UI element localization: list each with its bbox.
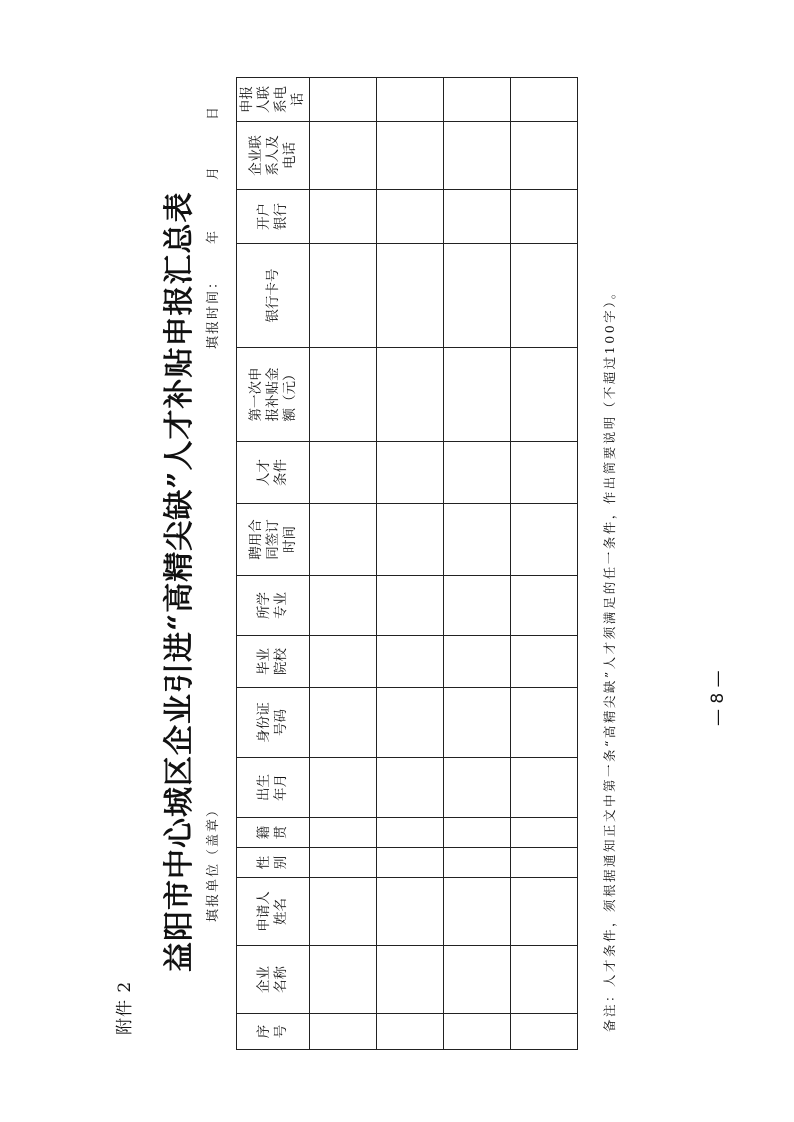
table-cell[interactable] <box>377 244 444 348</box>
table-cell[interactable] <box>310 190 377 244</box>
table-cell[interactable] <box>310 442 377 504</box>
table-row <box>377 78 444 1050</box>
table-cell[interactable] <box>511 190 578 244</box>
table-cell[interactable] <box>511 878 578 946</box>
table-cell[interactable] <box>377 688 444 758</box>
header-bank-card: 银行卡号 <box>237 244 310 348</box>
table-row <box>310 78 377 1050</box>
table-cell[interactable] <box>511 818 578 848</box>
table-cell[interactable] <box>377 946 444 1014</box>
table-cell[interactable] <box>444 122 511 190</box>
table-cell[interactable] <box>444 758 511 818</box>
header-subsidy-amount: 第一次申报补贴金额（元） <box>237 348 310 442</box>
table-cell[interactable] <box>377 190 444 244</box>
table-cell[interactable] <box>511 946 578 1014</box>
table-cell[interactable] <box>444 946 511 1014</box>
table-cell[interactable] <box>310 244 377 348</box>
table-cell[interactable] <box>310 758 377 818</box>
table-cell[interactable] <box>310 1014 377 1050</box>
table-cell[interactable] <box>511 78 578 122</box>
header-major: 所学专业 <box>237 576 310 636</box>
table-cell[interactable] <box>511 442 578 504</box>
header-birth-date: 出生年月 <box>237 758 310 818</box>
header-seq: 序号 <box>237 1014 310 1050</box>
attachment-label: 附件 2 <box>115 980 135 1035</box>
fill-time-month: 月 <box>206 166 221 180</box>
fill-time-label: 填报时间： <box>206 273 221 349</box>
table-cell[interactable] <box>444 244 511 348</box>
header-applicant-name: 申请人姓名 <box>237 878 310 946</box>
table-cell[interactable] <box>310 818 377 848</box>
table-cell[interactable] <box>310 78 377 122</box>
table-cell[interactable] <box>511 576 578 636</box>
table-cell[interactable] <box>377 878 444 946</box>
table-header-row <box>237 78 310 1050</box>
table-row <box>444 78 511 1050</box>
table-cell[interactable] <box>444 504 511 576</box>
header-gender: 性别 <box>237 848 310 878</box>
table-cell[interactable] <box>310 688 377 758</box>
table-cell[interactable] <box>444 190 511 244</box>
table-cell[interactable] <box>511 848 578 878</box>
table-cell[interactable] <box>444 348 511 442</box>
table-cell[interactable] <box>377 576 444 636</box>
fill-time-year: 年 <box>206 230 221 244</box>
table-cell[interactable] <box>444 878 511 946</box>
table-cell[interactable] <box>444 688 511 758</box>
table-cell[interactable] <box>511 1014 578 1050</box>
table-cell[interactable] <box>444 576 511 636</box>
table-cell[interactable] <box>377 848 444 878</box>
table-cell[interactable] <box>377 504 444 576</box>
table-cell[interactable] <box>377 78 444 122</box>
header-native-place: 籍贯 <box>237 818 310 848</box>
table-cell[interactable] <box>377 636 444 688</box>
table-cell[interactable] <box>511 244 578 348</box>
header-bank-name: 开户银行 <box>237 190 310 244</box>
table-cell[interactable] <box>444 818 511 848</box>
table-cell[interactable] <box>310 636 377 688</box>
table-cell[interactable] <box>310 122 377 190</box>
table-cell[interactable] <box>377 818 444 848</box>
table-cell[interactable] <box>310 504 377 576</box>
table-cell[interactable] <box>444 1014 511 1050</box>
table-cell[interactable] <box>377 348 444 442</box>
table-cell[interactable] <box>310 946 377 1014</box>
table-cell[interactable] <box>310 576 377 636</box>
table-cell[interactable] <box>377 442 444 504</box>
table-cell[interactable] <box>511 348 578 442</box>
table-cell[interactable] <box>310 348 377 442</box>
table-cell[interactable] <box>511 758 578 818</box>
summary-table <box>236 77 578 1050</box>
table-cell[interactable] <box>310 878 377 946</box>
table-cell[interactable] <box>511 636 578 688</box>
table-row <box>511 78 578 1050</box>
header-graduate-school: 毕业院校 <box>237 636 310 688</box>
header-company-name: 企业名称 <box>237 946 310 1014</box>
table-cell[interactable] <box>377 758 444 818</box>
document-title: 益阳市中心城区企业引进“高精尖缺”人才补贴申报汇总表 <box>162 191 197 972</box>
header-company-contact: 企业联系人及电话 <box>237 122 310 190</box>
header-talent-condition: 人才条件 <box>237 442 310 504</box>
table-cell[interactable] <box>444 636 511 688</box>
table-cell[interactable] <box>444 848 511 878</box>
page-number: — 8 — <box>708 670 728 726</box>
table-cell[interactable] <box>511 688 578 758</box>
table-cell[interactable] <box>377 1014 444 1050</box>
table-cell[interactable] <box>377 122 444 190</box>
table-cell[interactable] <box>444 442 511 504</box>
header-applicant-phone: 申报人联系电话 <box>237 78 310 122</box>
table-cell[interactable] <box>444 78 511 122</box>
table-cell[interactable] <box>511 504 578 576</box>
table-cell[interactable] <box>511 122 578 190</box>
header-contract-date: 聘用合同签订时间 <box>237 504 310 576</box>
filler-unit-label: 填报单位（盖章） <box>206 801 221 922</box>
table-cell[interactable] <box>310 848 377 878</box>
fill-time-day: 日 <box>206 106 221 120</box>
header-id-number: 身份证号码 <box>237 688 310 758</box>
remark-note: 备注：人才条件，须根据通知正文中第一条“高精尖缺”人才须满足的任一条件，作出简要说明（不超过100字）。 <box>602 284 617 1032</box>
